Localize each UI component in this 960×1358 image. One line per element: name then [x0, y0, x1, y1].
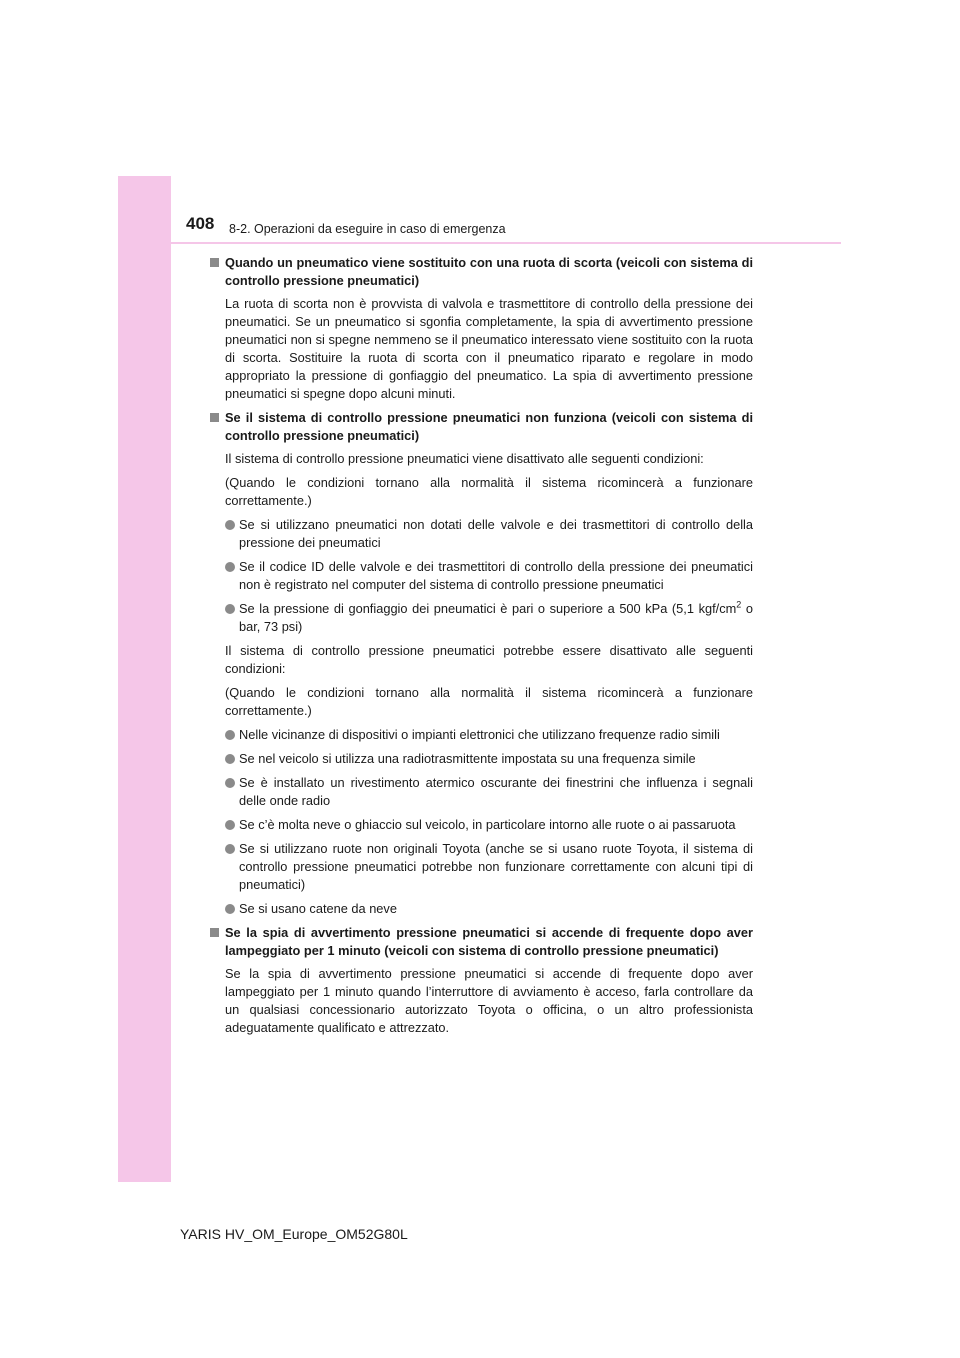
list-item	[208, 816, 753, 834]
list-item	[208, 840, 753, 894]
circle-bullet-icon	[225, 754, 235, 764]
superscript: 2	[736, 599, 742, 610]
circle-bullet-icon	[225, 778, 235, 788]
list-item	[208, 774, 753, 810]
circle-bullet-icon	[225, 904, 235, 914]
list-item-text: Se nel veicolo si utilizza una radiotrasmittente impostata su una frequenza simile	[239, 751, 696, 766]
list-item-text: Se si utilizzano pneumatici non dotati delle valvole e dei trasmettitori di controllo della pressione dei pneumatici	[239, 517, 753, 550]
section-heading-system-malfunction	[208, 409, 753, 445]
list-item	[208, 516, 753, 552]
circle-bullet-icon	[225, 730, 235, 740]
list-item	[208, 900, 753, 918]
paragraph: Il sistema di controllo pressione pneumatici potrebbe essere disattivato alle seguenti condizioni:	[225, 643, 753, 676]
heading-text: Se la spia di avvertimento pressione pneumatici si accende di frequente dopo aver lampeggiato per 1 minuto (veicoli con sistema di controllo pressione pneumatici)	[225, 925, 753, 958]
circle-bullet-icon	[225, 844, 235, 854]
list-item	[208, 726, 753, 744]
circle-bullet-icon	[225, 820, 235, 830]
list-item-text-end: o bar, 73 psi)	[239, 601, 753, 634]
square-bullet-icon	[210, 258, 219, 267]
list-item-text: Se è installato un rivestimento atermico oscurante dei finestrini che influenza i segnali delle onde radio	[239, 775, 753, 808]
list-item-text: Se c’è molta neve o ghiaccio sul veicolo, in particolare intorno alle ruote o ai passaruota	[239, 817, 736, 832]
circle-bullet-icon	[225, 520, 235, 530]
page-content	[208, 254, 753, 1043]
paragraph: Se la spia di avvertimento pressione pneumatici si accende di frequente dopo aver lampeggiato per 1 minuto quando l’interruttore di avviamento è acceso, farla controllare da un qualsiasi concessionario autorizzato Toyota o officina, o un altro professionista adeguatamente qualificato e attrezzato.	[225, 966, 753, 1035]
list-item-text: Nelle vicinanze di dispositivi o impianti elettronici che utilizzano frequenze radio simili	[239, 727, 720, 742]
header-rule	[171, 242, 841, 244]
list-item	[208, 750, 753, 768]
list-item-text: Se si utilizzano ruote non originali Toyota (anche se si usano ruote Toyota, il sistema di controllo pressione pneumatici potrebbe non funzionare correttamente con alcuni tipi di pneumatici)	[239, 841, 753, 892]
circle-bullet-icon	[225, 604, 235, 614]
page-number: 408	[186, 214, 215, 233]
paragraph: (Quando le condizioni tornano alla normalità il sistema ricomincerà a funzionare correttamente.)	[225, 475, 753, 508]
square-bullet-icon	[210, 413, 219, 422]
heading-text: Se il sistema di controllo pressione pneumatici non funziona (veicoli con sistema di controllo pressione pneumatici)	[225, 410, 753, 443]
section-title: 8-2. Operazioni da eseguire in caso di emergenza	[229, 222, 506, 236]
square-bullet-icon	[210, 928, 219, 937]
document-id-footer: YARIS HV_OM_Europe_OM52G80L	[180, 1226, 408, 1242]
paragraph: (Quando le condizioni tornano alla normalità il sistema ricomincerà a funzionare correttamente.)	[225, 685, 753, 718]
paragraph: Il sistema di controllo pressione pneumatici viene disattivato alle seguenti condizioni:	[225, 451, 704, 466]
section-heading-spare-wheel	[208, 254, 753, 290]
list-item	[208, 558, 753, 594]
list-item-text: Se il codice ID delle valvole e dei trasmettitori di controllo della pressione dei pneumatici non è registrato nel computer del sistema di controllo pressione pneumatici	[239, 559, 753, 592]
circle-bullet-icon	[225, 562, 235, 572]
list-item	[208, 600, 753, 636]
side-color-band	[118, 176, 171, 1182]
list-item-text: Se la pressione di gonfiaggio dei pneumatici è pari o superiore a 500 kPa (5,1 kgf/cm	[239, 601, 737, 616]
heading-text: Quando un pneumatico viene sostituito con una ruota di scorta (veicoli con sistema di controllo pressione pneumatici)	[225, 255, 753, 288]
paragraph: La ruota di scorta non è provvista di valvola e trasmettitore di controllo della pressione dei pneumatici. Se un pneumatico si sgonfia completamente, la spia di avvertimento pressione pneumatici non si spegne nemmeno se il pneumatico interessato viene sostituito con la ruota di scorta. Sostituire la ruota di scorta con il pneumatico riparato e regolare in modo appropriato la pressione di gonfiaggio del pneumatico. La spia di avvertimento pressione pneumatici si spegne dopo alcuni minuti.	[225, 296, 753, 401]
list-item-text: Se si usano catene da neve	[239, 901, 397, 916]
section-heading-warning-light	[208, 924, 753, 960]
